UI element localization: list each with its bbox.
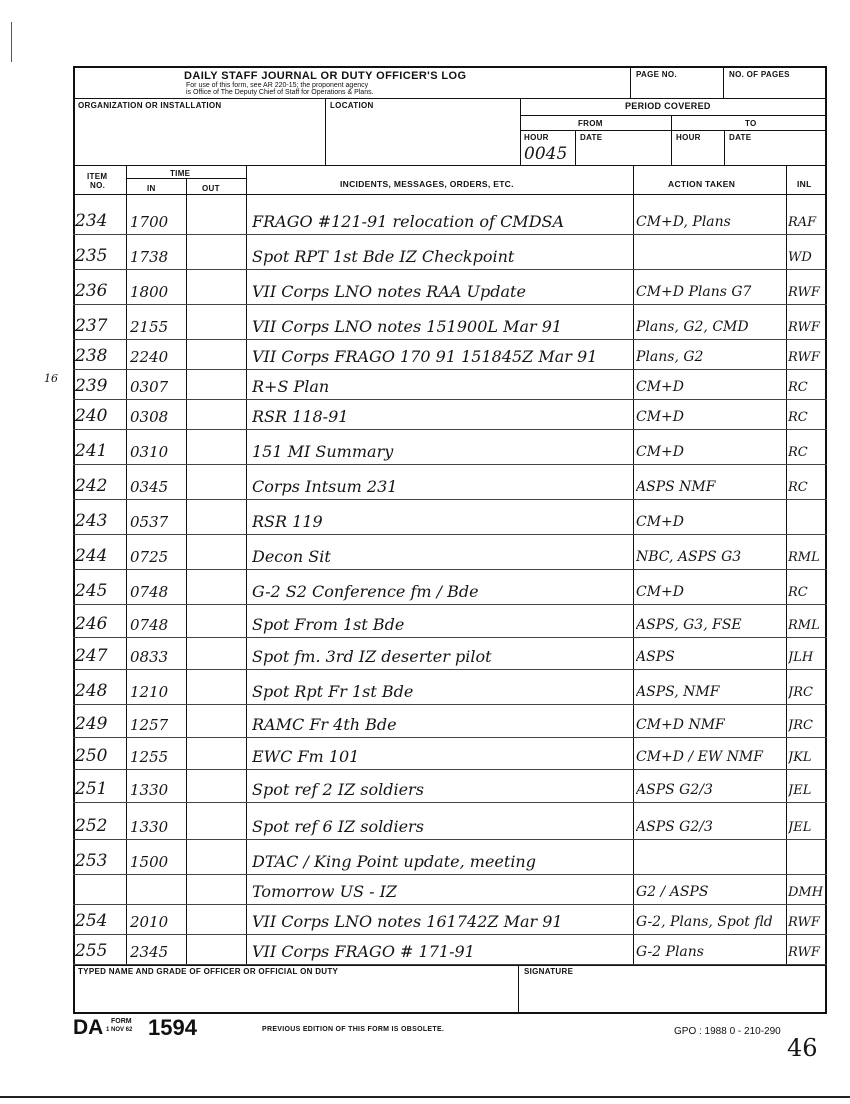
period-covered-label: PERIOD COVERED (625, 101, 711, 111)
entry-item: 240 (75, 406, 108, 426)
entry-action: Plans, G2 (636, 349, 704, 365)
previous-edition-note: PREVIOUS EDITION OF THIS FORM IS OBSOLETE. (262, 1026, 445, 1033)
from-hour-label: HOUR (524, 133, 549, 142)
entry-inl: JEL (788, 783, 812, 798)
entry-incident: VII Corps LNO notes 161742Z Mar 91 (252, 912, 563, 931)
entry-action: CM+D (636, 409, 685, 425)
entry-in: 1500 (130, 853, 169, 871)
entry-incident: 151 MI Summary (252, 442, 394, 461)
entry-item: 241 (75, 441, 108, 461)
entry-incident: Spot ref 6 IZ soldiers (252, 817, 424, 836)
entry-item: 250 (75, 746, 108, 766)
form-subtitle-1: For use of this form, see AR 220-15; the proponent agency (186, 82, 369, 89)
entry-action: ASPS, G3, FSE (636, 617, 742, 633)
signature-label: SIGNATURE (524, 967, 574, 976)
entry-item: 255 (75, 941, 108, 961)
location-label: LOCATION (330, 101, 374, 110)
entry-in: 2240 (130, 348, 169, 366)
entry-inl: DMH (788, 885, 824, 900)
form-id-small-1: FORM (111, 1018, 132, 1025)
entry-incident: G-2 S2 Conference fm / Bde (252, 582, 479, 601)
entry-item: 239 (75, 376, 108, 396)
form-title: DAILY STAFF JOURNAL OR DUTY OFFICER'S LOG (184, 70, 467, 82)
entry-action: CM+D NMF (636, 717, 725, 733)
entry-item: 235 (75, 246, 108, 266)
entry-action: CM+D, Plans (636, 214, 731, 230)
entry-incident: Spot fm. 3rd IZ deserter pilot (252, 647, 492, 666)
form-number: 1594 (148, 1015, 197, 1040)
entry-action: CM+D Plans G7 (636, 284, 752, 300)
entry-item: 234 (75, 211, 108, 231)
form-id-small-2: 1 NOV 62 (106, 1027, 133, 1033)
entry-inl: RC (788, 380, 808, 395)
entry-incident: RAMC Fr 4th Bde (252, 715, 397, 734)
entry-action: Plans, G2, CMD (636, 319, 749, 335)
entry-item: 252 (75, 816, 108, 836)
incidents-label: INCIDENTS, MESSAGES, ORDERS, ETC. (340, 179, 514, 189)
entry-action: ASPS NMF (636, 479, 716, 495)
in-label: IN (147, 184, 156, 193)
entry-inl: RAF (788, 215, 817, 230)
entry-item: 249 (75, 714, 108, 734)
entry-incident: FRAGO #121-91 relocation of CMDSA (252, 212, 565, 231)
entry-action: G-2 Plans (636, 944, 704, 960)
item-label-2: NO. (90, 181, 106, 190)
item-label-1: ITEM (87, 172, 108, 181)
entry-inl: JEL (788, 820, 812, 835)
entry-action: ASPS G2/3 (636, 819, 713, 835)
entry-inl: RWF (788, 350, 820, 365)
entry-incident: RSR 119 (252, 512, 323, 531)
to-date-label: DATE (729, 133, 752, 142)
organization-label: ORGANIZATION OR INSTALLATION (78, 101, 222, 110)
entry-in: 1210 (130, 683, 169, 701)
entry-inl: RML (788, 618, 820, 633)
form-id-prefix: DA (73, 1016, 104, 1039)
entry-incident: Spot ref 2 IZ soldiers (252, 780, 424, 799)
entry-item: 236 (75, 281, 108, 301)
entry-in: 0308 (130, 408, 169, 426)
entry-action: G-2, Plans, Spot fld (636, 914, 773, 930)
time-label: TIME (170, 169, 191, 178)
entry-incident: Spot Rpt Fr 1st Bde (252, 682, 414, 701)
entry-in: 0307 (130, 378, 169, 396)
scan-artifact-left (11, 22, 12, 62)
entry-incident: R+S Plan (252, 377, 330, 396)
entry-action: ASPS (636, 649, 675, 665)
entry-action: CM+D (636, 584, 685, 600)
entry-in: 0310 (130, 443, 169, 461)
entry-action: NBC, ASPS G3 (636, 549, 742, 565)
entry-incident: VII Corps LNO notes RAA Update (252, 282, 526, 301)
entry-inl: WD (788, 250, 812, 265)
entry-action: CM+D / EW NMF (636, 749, 763, 765)
no-of-pages-label: NO. OF PAGES (729, 70, 790, 79)
entry-inl: RML (788, 550, 820, 565)
entry-inl: RC (788, 410, 808, 425)
entry-action: CM+D (636, 379, 685, 395)
entry-inl: RC (788, 480, 808, 495)
entry-incident: EWC Fm 101 (252, 747, 360, 766)
entry-incident: VII Corps FRAGO 170 91 151845Z Mar 91 (252, 347, 598, 366)
entry-incident: RSR 118-91 (252, 407, 349, 426)
page-no-label: PAGE NO. (636, 70, 677, 79)
entry-inl: RWF (788, 285, 820, 300)
entry-item: 245 (75, 581, 108, 601)
entry-in: 1257 (130, 716, 169, 734)
entry-item: 247 (75, 646, 108, 666)
entry-inl: RWF (788, 915, 820, 930)
entry-in: 0345 (130, 478, 169, 496)
entry-item: 248 (75, 681, 108, 701)
form-subtitle-2: is Office of The Deputy Chief of Staff for Operations & Plans. (186, 89, 374, 96)
entry-in: 1330 (130, 818, 169, 836)
entry-item: 238 (75, 346, 108, 366)
out-label: OUT (202, 184, 220, 193)
entry-in: 1800 (130, 283, 169, 301)
entry-item: 243 (75, 511, 108, 531)
entry-in: 0537 (130, 513, 169, 531)
entry-incident: Spot From 1st Bde (252, 615, 405, 634)
entry-action: CM+D (636, 444, 685, 460)
entry-in: 0725 (130, 548, 169, 566)
entry-inl: RWF (788, 945, 820, 960)
scan-artifact-bottom (0, 1096, 850, 1098)
entry-in: 1738 (130, 248, 169, 266)
entry-action: G2 / ASPS (636, 884, 709, 900)
entry-incident: Spot RPT 1st Bde IZ Checkpoint (252, 247, 515, 266)
entry-inl: JLH (788, 650, 814, 665)
entry-inl: RC (788, 445, 808, 460)
page-stamp: 46 (787, 1034, 818, 1062)
entry-incident: DTAC / King Point update, meeting (252, 852, 536, 871)
entry-in: 1700 (130, 213, 169, 231)
entry-in: 2345 (130, 943, 169, 961)
entry-in: 0833 (130, 648, 169, 666)
inl-label: INL (797, 179, 812, 189)
entry-in: 0748 (130, 583, 169, 601)
entry-in: 2010 (130, 913, 169, 931)
entry-inl: JKL (788, 750, 812, 765)
typed-name-label: TYPED NAME AND GRADE OF OFFICER OR OFFICIAL ON DUTY (78, 967, 339, 976)
entry-in: 1330 (130, 781, 169, 799)
entry-item: 237 (75, 316, 108, 336)
entry-item: 242 (75, 476, 108, 496)
entry-item: 251 (75, 779, 108, 799)
entry-incident: Corps Intsum 231 (252, 477, 398, 496)
entry-incident: Decon Sit (252, 547, 331, 566)
entry-item: 253 (75, 851, 108, 871)
entry-action: ASPS G2/3 (636, 782, 713, 798)
gpo-note: GPO : 1988 0 - 210-290 (674, 1026, 781, 1037)
to-hour-label: HOUR (676, 133, 701, 142)
entry-action: ASPS, NMF (636, 684, 720, 700)
entry-item: 246 (75, 614, 108, 634)
entry-item: 254 (75, 911, 108, 931)
entry-inl: JRC (788, 685, 813, 700)
entry-incident: VII Corps LNO notes 151900L Mar 91 (252, 317, 563, 336)
entry-inl: JRC (788, 718, 813, 733)
entry-in: 0748 (130, 616, 169, 634)
entry-incident: Tomorrow US - IZ (252, 882, 398, 901)
to-label: TO (745, 119, 757, 128)
from-hour-value: 0045 (524, 144, 568, 164)
from-label: FROM (578, 119, 603, 128)
entry-in: 1255 (130, 748, 169, 766)
entry-item: 244 (75, 546, 108, 566)
from-date-label: DATE (580, 133, 603, 142)
entry-incident: VII Corps FRAGO # 171-91 (252, 942, 475, 961)
action-label: ACTION TAKEN (668, 179, 736, 189)
entry-in: 2155 (130, 318, 169, 336)
entry-action: CM+D (636, 514, 685, 530)
entry-inl: RC (788, 585, 808, 600)
entry-inl: RWF (788, 320, 820, 335)
margin-mark: 16 (44, 372, 58, 385)
